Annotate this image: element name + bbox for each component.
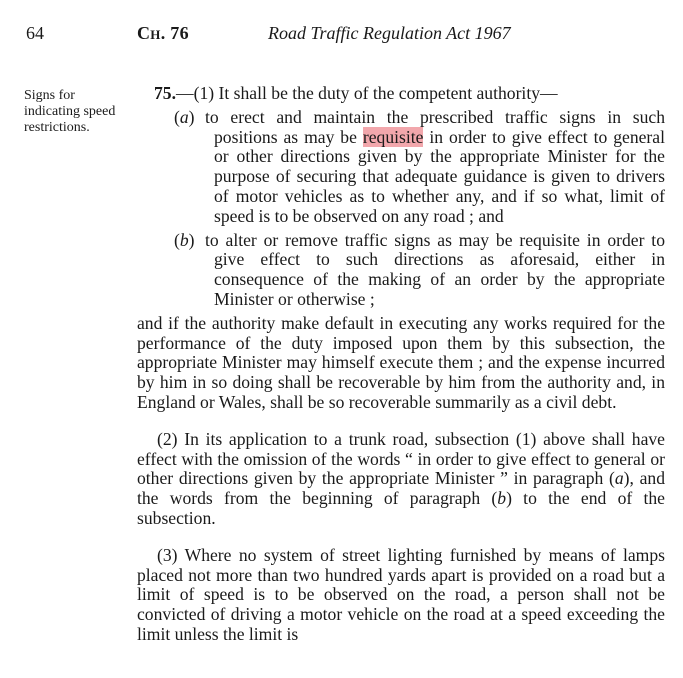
side-note: Signs for indicating speed restrictions. xyxy=(24,88,116,135)
paragraph-b-reference: b xyxy=(497,488,507,509)
section-number: 75. xyxy=(154,83,176,103)
paragraph-a-reference: a xyxy=(614,468,624,489)
paragraph-a-text-start: to erect and maintain the prescribed traffic signs in such positions as may be xyxy=(205,106,665,147)
subsection-3: (3) Where no system of street lighting furnished by means of lamps placed not more than two hundred yards apart is provided on a road but a limit of speed is to be observed on the road, a person shall not be convicted of driving a motor vehicle on the road at a speed exceeding the limit unless the limit is xyxy=(137,544,665,644)
subsection-1-number: —(1) xyxy=(176,83,215,103)
subsection-2: (2) In its application to a trunk road, subsection (1) above shall have effect with the omission of the words “ in order to give effect to general or other directions given by the appropriate Minister ” in paragraph (a), and the words from the beginning of paragraph (b) to the end of the subsection. xyxy=(137,428,665,528)
paragraph-a-text-end: in order to give effect to general or other directions given by the appropriate Minister for the purpose of securing that adequate guidance is given to drivers of motor vehicles as to whether any, and if so what, limit of speed is to be observed on any road ; and xyxy=(214,126,665,226)
subsection-1-closing: and if the authority make default in executing any works required for the performance of the duty imposed upon them by this subsection, the appropriate Minister may himself execute them ; and the expense incurred by him in so doing shall be recoverable by him from the authority and, in England or Wales, shall be so recoverable summarily as a civil debt. xyxy=(137,312,665,412)
subsection-1-lead-text: It shall be the duty of the competent authority— xyxy=(218,83,558,103)
act-title: Road Traffic Regulation Act 1967 xyxy=(268,23,511,43)
paragraph-a xyxy=(137,108,665,227)
section-75-lead xyxy=(137,84,665,104)
paragraph-b xyxy=(137,231,665,310)
chapter-heading: Ch. 76 xyxy=(137,23,189,43)
page-number: 64 xyxy=(26,23,44,43)
paragraph-a-label: (a) xyxy=(174,106,195,127)
highlighted-word[interactable]: requisite xyxy=(362,126,424,147)
paragraph-b-text: to alter or remove traffic signs as may be requisite in order to give effect to such directions as aforesaid, either in consequence of the making of an order by the appropriate Minister or otherwise ; xyxy=(205,229,665,309)
section-body xyxy=(137,84,665,645)
paragraph-b-label: (b) xyxy=(174,229,195,250)
